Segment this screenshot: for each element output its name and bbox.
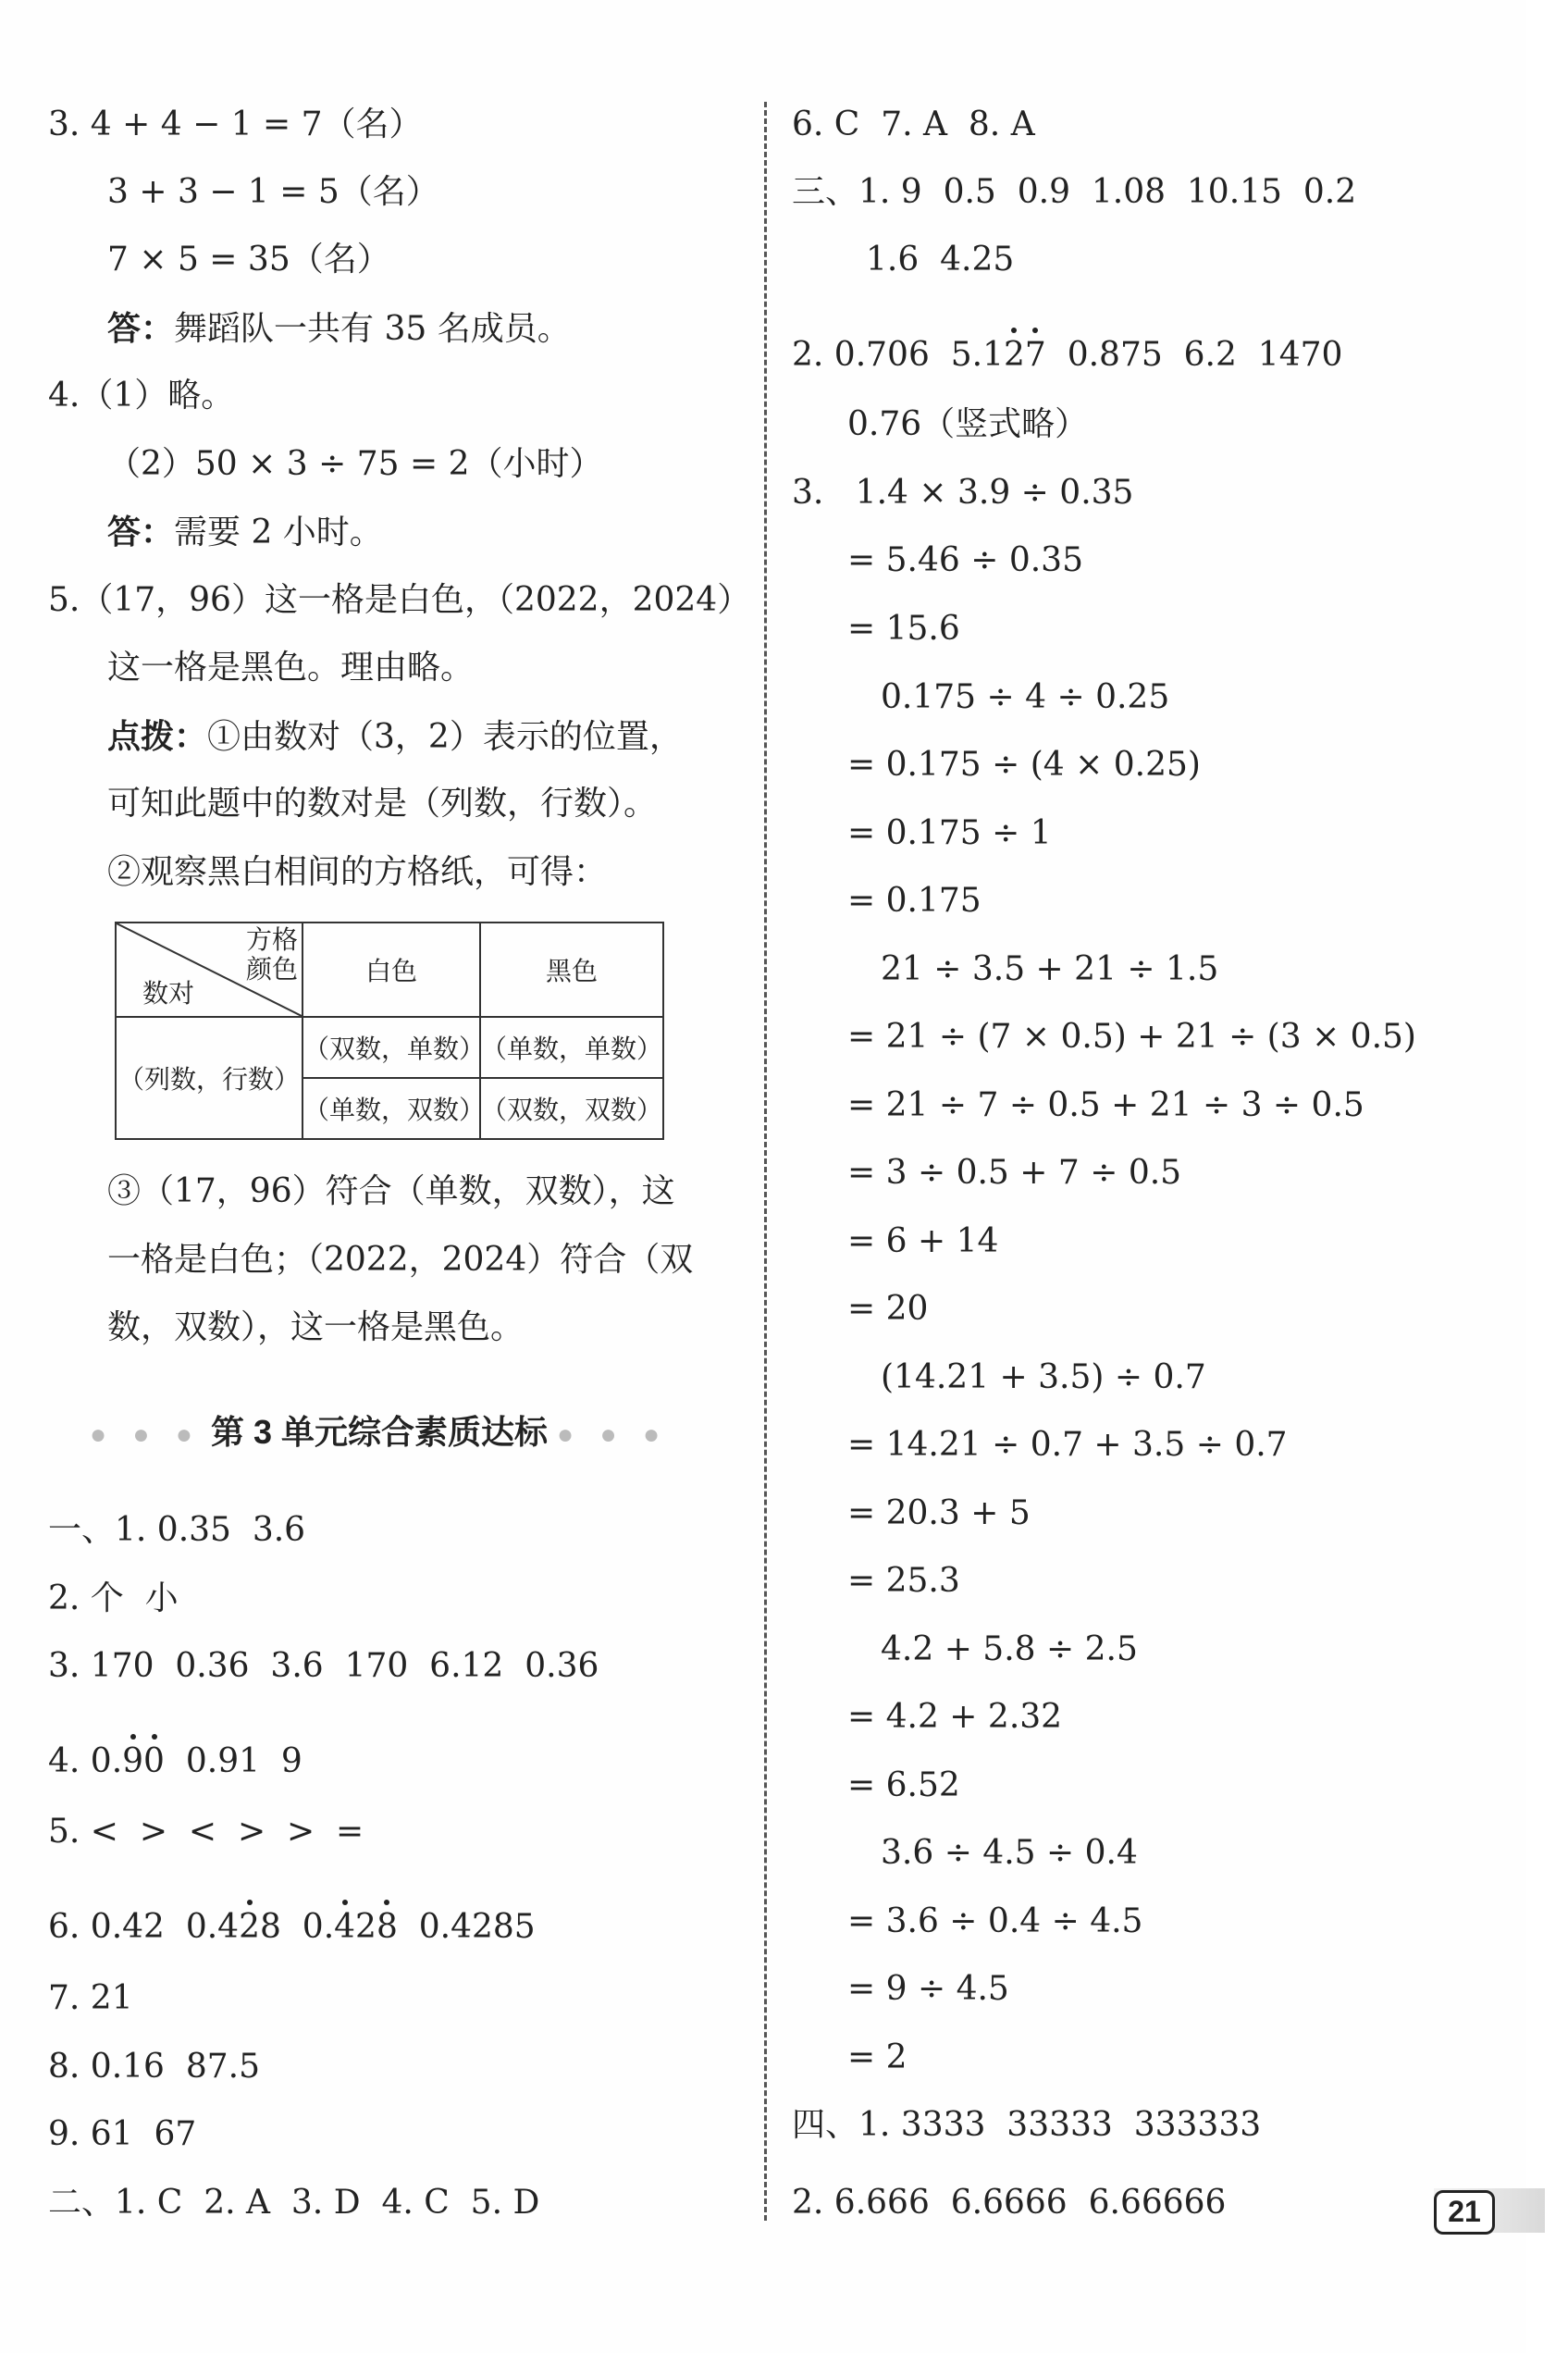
- hint-line: 可知此题中的数对是（列数，行数）。: [107, 785, 658, 823]
- repeating-digit: 4: [334, 1908, 356, 1946]
- answer-line: 4. 0.90 0.91 9: [48, 1742, 302, 1780]
- answer-line: [107, 308, 571, 350]
- calc-line: = 6.52: [847, 1766, 960, 1804]
- calc-line: 4.2 + 5.8 ÷ 2.5: [881, 1630, 1138, 1668]
- hint-line: ③（17，96）符合（单数，双数），这: [107, 1172, 675, 1210]
- calc-line: 0.175 ÷ 4 ÷ 0.25: [881, 678, 1170, 716]
- calc-line: = 2: [847, 2038, 907, 2076]
- answer-line: 7. 21: [48, 1979, 133, 2017]
- answer-line: 二、1. C 2. A 3. D 4. C 5. D: [48, 2184, 540, 2222]
- calc-line: = 6 + 14: [847, 1222, 999, 1260]
- header-black: 黑色: [480, 923, 663, 1017]
- calc-line: = 0.175 ÷ (4 × 0.25): [847, 746, 1201, 784]
- corner-bottom-label: 数对: [142, 978, 195, 1009]
- row-label: （列数，行数）: [116, 1017, 302, 1139]
- repeating-digit: 7: [1024, 336, 1046, 374]
- hint-line: [107, 716, 683, 758]
- calc-line: = 25.3: [847, 1562, 960, 1600]
- answer-line: 5.（17，96）这一格是白色，（2022，2024）: [48, 581, 751, 619]
- calc-line: = 0.175 ÷ 1: [847, 814, 1052, 852]
- answer-line: 7 × 5 = 35（名）: [107, 241, 390, 279]
- calc-line: = 9 ÷ 4.5: [847, 1970, 1009, 2008]
- repeating-digit: 2: [1004, 336, 1025, 374]
- table-cell: （双数，单数）: [302, 1017, 480, 1078]
- hint-label: 点拨：: [107, 717, 208, 755]
- answer-line: 1.6 4.25: [866, 241, 1015, 279]
- calc-line: (14.21 + 3.5) ÷ 0.7: [881, 1358, 1206, 1396]
- calc-line: = 21 ÷ (7 × 0.5) + 21 ÷ (3 × 0.5): [847, 1018, 1416, 1056]
- answer-line: 6. C 7. A 8. A: [792, 105, 1035, 143]
- calc-line: 3.6 ÷ 4.5 ÷ 0.4: [881, 1834, 1138, 1872]
- table-cell: （单数，双数）: [302, 1078, 480, 1139]
- answer-line: 三、1. 9 0.5 0.9 1.08 10.15 0.2: [792, 173, 1357, 211]
- decor-dots: ● ● ●: [557, 1419, 670, 1450]
- table-row: [116, 923, 663, 1017]
- hint-line: ②观察黑白相间的方格纸，可得：: [107, 853, 608, 891]
- hint-line: 一格是白色；（2022，2024）符合（双: [107, 1241, 694, 1279]
- calc-line: = 20.3 + 5: [847, 1494, 1031, 1532]
- calc-line: = 14.21 ÷ 0.7 + 3.5 ÷ 0.7: [847, 1426, 1288, 1464]
- repeating-digit: 2: [239, 1908, 260, 1946]
- answer-line: 6. 0.42 0.428 0.428 0.4285: [48, 1908, 536, 1946]
- answer-line: [107, 512, 383, 553]
- answer-line: 这一格是黑色。理由略。: [107, 649, 475, 687]
- answer-line: 3. 170 0.36 3.6 170 6.12 0.36: [48, 1647, 599, 1685]
- calc-line: 3. 1.4 × 3.9 ÷ 0.35: [792, 474, 1134, 512]
- column-divider: [764, 102, 767, 2221]
- answer-line: 9. 61 67: [48, 2115, 197, 2153]
- page-number-badge: [1434, 2188, 1545, 2233]
- calc-line: 21 ÷ 3.5 + 21 ÷ 1.5: [881, 950, 1219, 988]
- hint-text: ①由数对（3，2）表示的位置，: [207, 718, 683, 756]
- section-title: [65, 1406, 694, 1454]
- answer-line: 2. 个 小: [48, 1579, 179, 1617]
- calc-line: = 15.6: [847, 610, 960, 648]
- answer-line: 8. 0.16 87.5: [48, 2048, 260, 2086]
- corner-top-label: 方格 颜色: [245, 924, 298, 985]
- answer-line: 5. < > < > > =: [48, 1813, 364, 1851]
- calc-line: = 4.2 + 2.32: [847, 1698, 1063, 1736]
- answer-label: 答：: [107, 309, 175, 347]
- repeating-digit: 0: [143, 1742, 165, 1780]
- calc-line: = 3.6 ÷ 0.4 ÷ 4.5: [847, 1902, 1143, 1940]
- answer-line: （2）50 × 3 ÷ 75 = 2（小时）: [107, 445, 603, 483]
- answer-line: 0.76（竖式略）: [847, 405, 1089, 443]
- answer-line: 四、1. 3333 33333 333333: [792, 2106, 1262, 2144]
- hint-line: 数，双数），这一格是黑色。: [107, 1308, 525, 1346]
- answer-line: 2. 0.706 5.127 0.875 6.2 1470: [792, 336, 1343, 374]
- answer-line: 4.（1）略。: [48, 377, 235, 415]
- table-row: [116, 1017, 663, 1078]
- calc-line: = 21 ÷ 7 ÷ 0.5 + 21 ÷ 3 ÷ 0.5: [847, 1086, 1364, 1124]
- answer-line: 2. 6.666 6.6666 6.66666: [792, 2184, 1227, 2222]
- calc-line: = 5.46 ÷ 0.35: [847, 541, 1083, 579]
- decor-dots: ● ● ●: [89, 1419, 202, 1450]
- answer-line: 3. 4 + 4 − 1 = 7（名）: [48, 105, 423, 143]
- answer-line: 一、1. 0.35 3.6: [48, 1511, 306, 1549]
- section-title-text: 第 3 单元综合素质达标: [210, 1413, 549, 1451]
- page-number: 21: [1434, 2190, 1495, 2235]
- calc-line: = 20: [847, 1290, 929, 1328]
- header-white: 白色: [302, 923, 480, 1017]
- answer-line: 3 + 3 − 1 = 5（名）: [107, 173, 439, 211]
- answer-text: 需要 2 小时。: [174, 514, 383, 551]
- calc-line: = 3 ÷ 0.5 + 7 ÷ 0.5: [847, 1154, 1182, 1192]
- calc-line: = 0.175: [847, 882, 982, 920]
- table-cell: （双数，双数）: [480, 1078, 663, 1139]
- table-corner-cell: [116, 923, 302, 1017]
- repeating-digit: 8: [376, 1908, 398, 1946]
- parity-table: [115, 922, 664, 1140]
- repeating-digit: 9: [122, 1742, 144, 1780]
- answer-text: 舞蹈队一共有 35 名成员。: [174, 310, 571, 348]
- answer-label: 答：: [107, 513, 175, 551]
- table-cell: （单数，单数）: [480, 1017, 663, 1078]
